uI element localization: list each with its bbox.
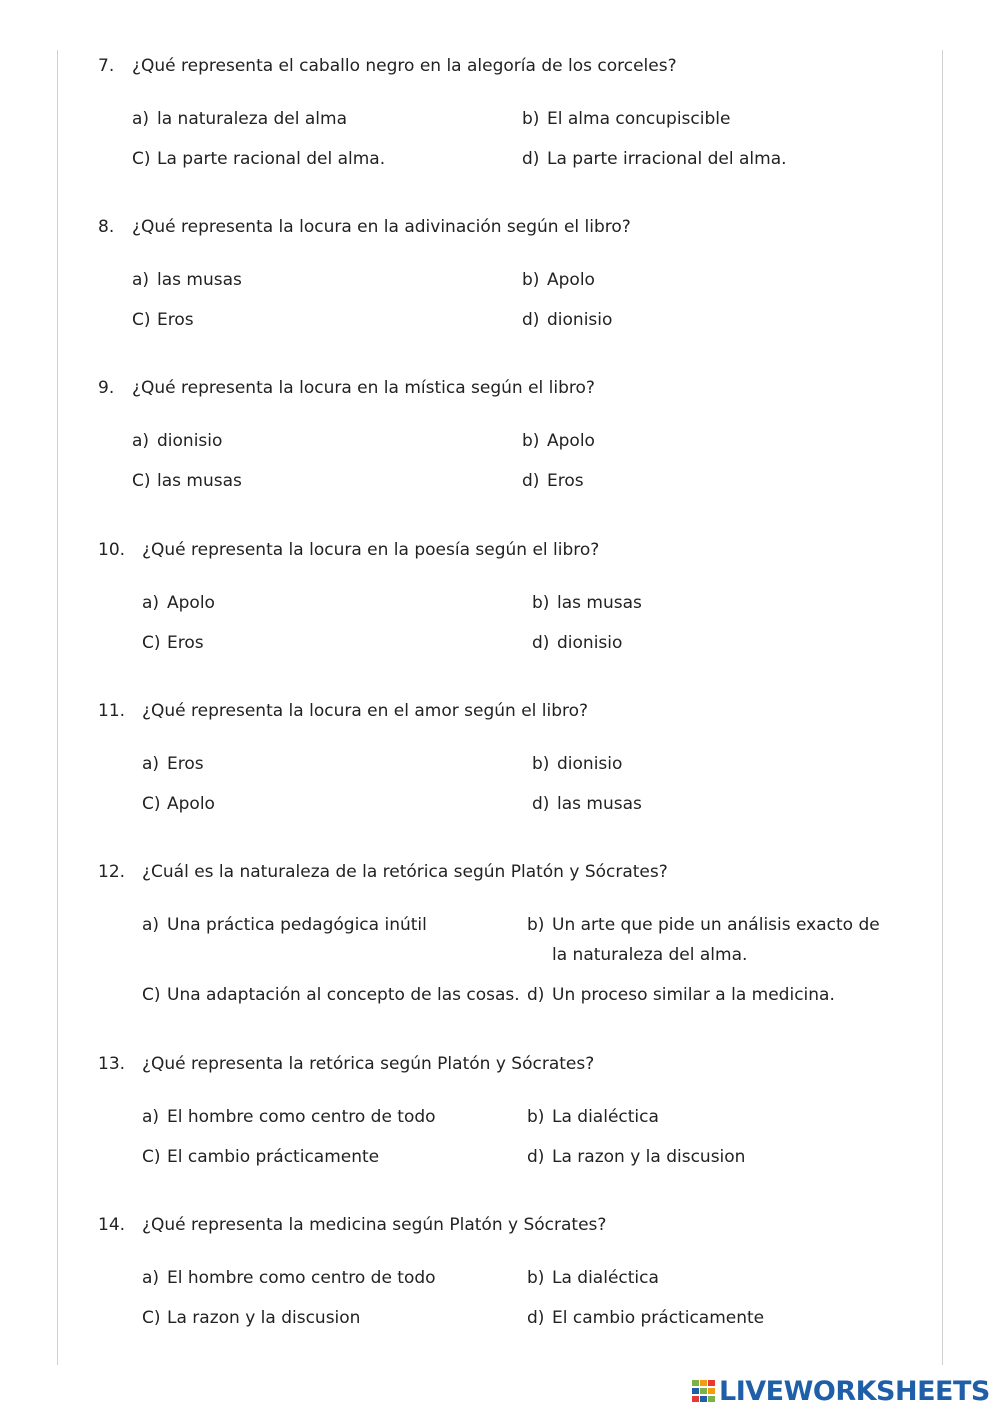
option-b[interactable]: b) Un arte que pide un análisis exacto de la naturaleza del alma. [527, 915, 880, 965]
option-b[interactable]: b) La dialéctica [527, 1107, 659, 1127]
question-text: ¿Qué representa el caballo negro en la alegoría de los corceles? [132, 56, 677, 76]
option-c[interactable]: C) La parte racional del alma. [132, 149, 386, 169]
question-text: ¿Qué representa la retórica según Platón y Sócrates? [142, 1054, 595, 1074]
option-a[interactable]: a) la naturaleza del alma [132, 109, 348, 129]
question-number: 14. [98, 1215, 126, 1235]
question-text: ¿Qué representa la locura en el amor según el libro? [142, 701, 589, 721]
question-number: 10. [98, 540, 126, 560]
option-d[interactable]: d) dionisio [532, 633, 623, 653]
option-d[interactable]: d) dionisio [522, 310, 613, 330]
page-left-border [57, 50, 58, 1365]
liveworksheets-blocks-icon [692, 1380, 716, 1402]
question-text: ¿Qué representa la locura en la mística según el libro? [132, 378, 595, 398]
option-d[interactable]: d) La parte irracional del alma. [522, 149, 787, 169]
option-a[interactable]: a) Apolo [142, 593, 215, 613]
option-b[interactable]: b) dionisio [532, 754, 623, 774]
option-a[interactable]: a) Una práctica pedagógica inútil [142, 915, 427, 935]
question-14 [98, 1212, 918, 1333]
option-a[interactable]: a) El hombre como centro de todo [142, 1268, 436, 1288]
question-number: 12. [98, 862, 126, 882]
option-d[interactable]: d) Un proceso similar a la medicina. [527, 985, 835, 1005]
question-12 [98, 859, 918, 1010]
option-b[interactable]: b) El alma concupiscible [522, 109, 731, 129]
question-8 [98, 214, 918, 335]
option-b[interactable]: b) La dialéctica [527, 1268, 659, 1288]
question-text: ¿Qué representa la medicina según Platón y Sócrates? [142, 1215, 607, 1235]
option-c[interactable]: C) Apolo [142, 794, 215, 814]
question-13 [98, 1051, 918, 1172]
question-9 [98, 375, 918, 496]
option-b[interactable]: b) Apolo [522, 270, 595, 290]
liveworksheets-logo[interactable] [692, 1376, 990, 1406]
option-c[interactable]: C) las musas [132, 471, 242, 491]
option-c[interactable]: C) Eros [142, 633, 204, 653]
question-number: 7. [98, 56, 115, 76]
question-number: 13. [98, 1054, 126, 1074]
question-7 [98, 53, 918, 174]
question-11 [98, 698, 918, 819]
option-a[interactable]: a) dionisio [132, 431, 223, 451]
option-b[interactable]: b) Apolo [522, 431, 595, 451]
question-number: 11. [98, 701, 126, 721]
question-number: 8. [98, 217, 115, 237]
option-d[interactable]: d) El cambio prácticamente [527, 1308, 765, 1328]
logo-text: LIVEWORKSHEETS [719, 1375, 990, 1407]
question-text: ¿Qué representa la locura en la adivinación según el libro? [132, 217, 631, 237]
question-10 [98, 537, 918, 658]
option-a[interactable]: a) las musas [132, 270, 242, 290]
question-number: 9. [98, 378, 115, 398]
option-a[interactable]: a) Eros [142, 754, 204, 774]
option-c[interactable]: C) Eros [132, 310, 194, 330]
option-c[interactable]: C) El cambio prácticamente [142, 1147, 380, 1167]
option-b[interactable]: b) las musas [532, 593, 642, 613]
option-c[interactable]: C) La razon y la discusion [142, 1308, 361, 1328]
option-d[interactable]: d) las musas [532, 794, 642, 814]
option-c[interactable]: C) Una adaptación al concepto de las cosas. [142, 985, 520, 1005]
question-text: ¿Cuál es la naturaleza de la retórica según Platón y Sócrates? [142, 862, 668, 882]
option-a[interactable]: a) El hombre como centro de todo [142, 1107, 436, 1127]
option-d[interactable]: d) Eros [522, 471, 584, 491]
option-d[interactable]: d) La razon y la discusion [527, 1147, 746, 1167]
question-text: ¿Qué representa la locura en la poesía según el libro? [142, 540, 600, 560]
